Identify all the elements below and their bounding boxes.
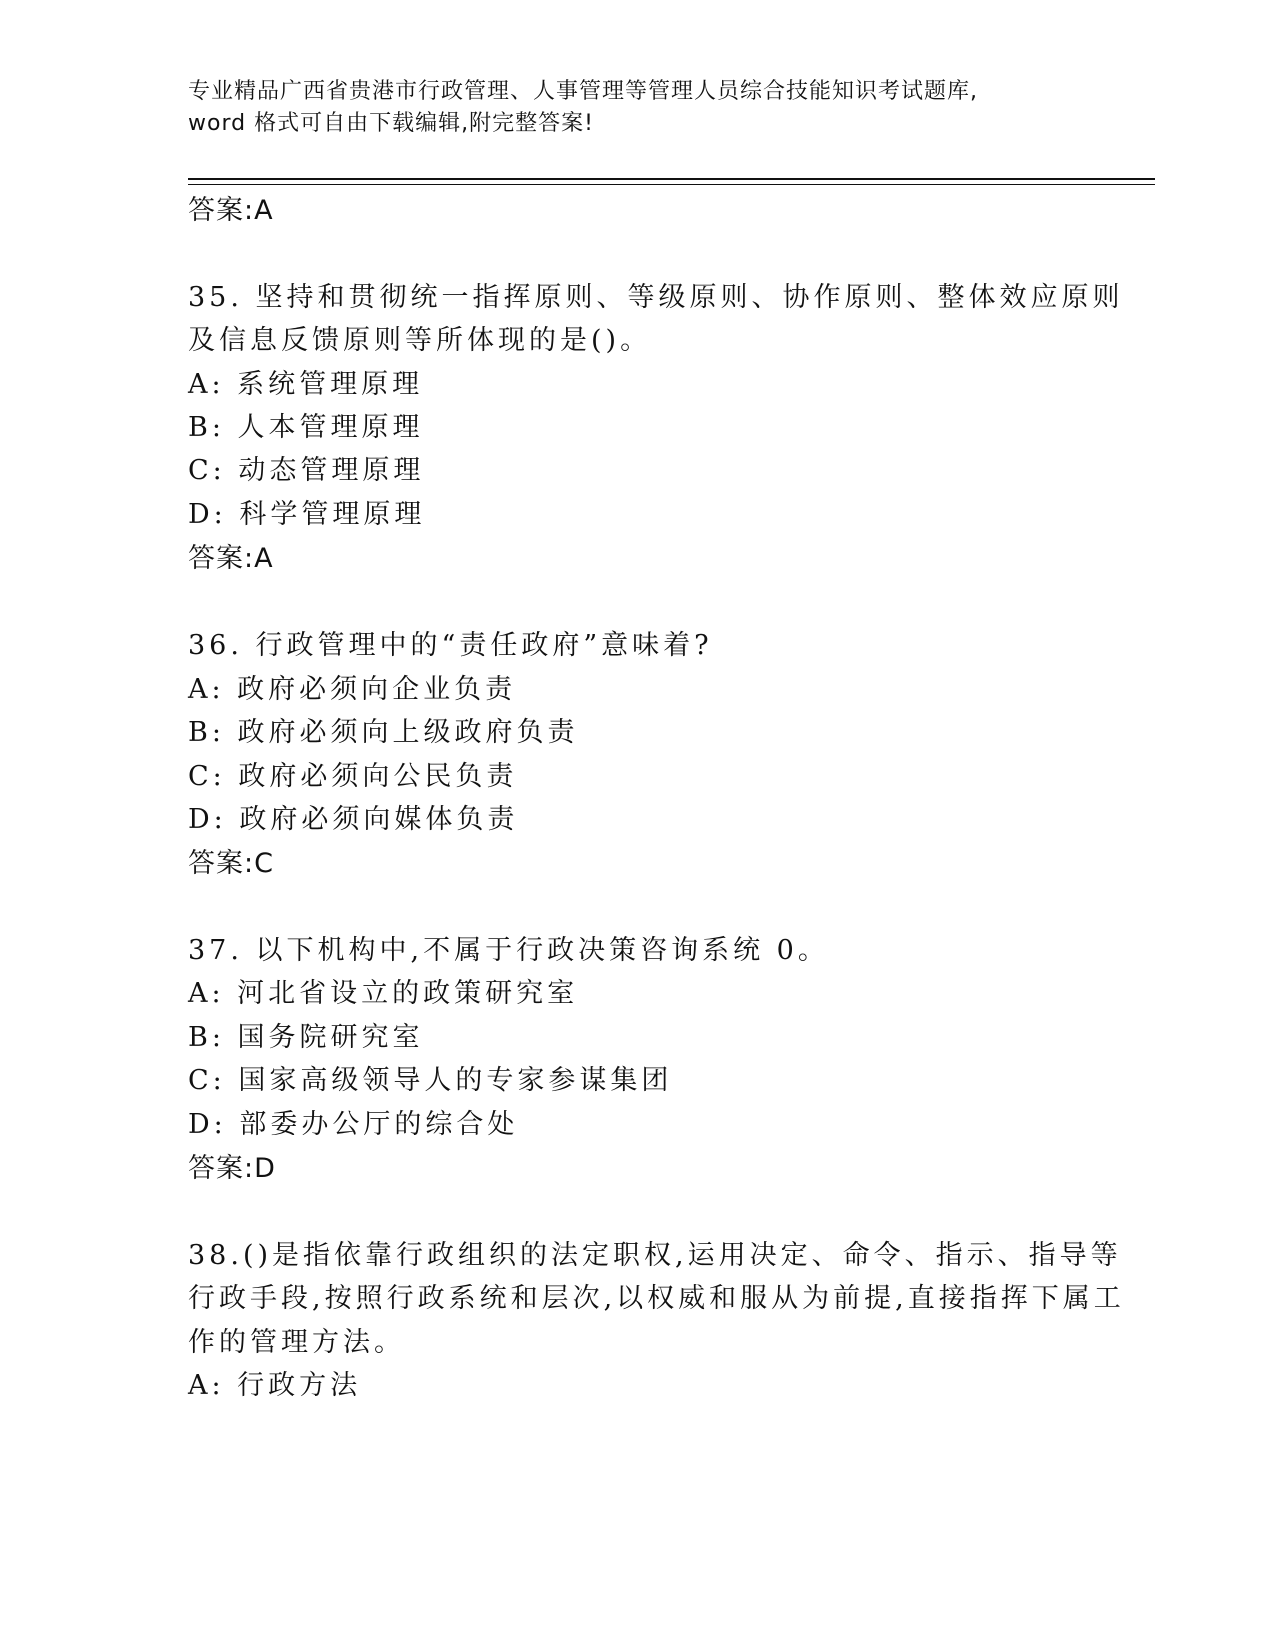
q37-option-a: A: 河北省设立的政策研究室 [188,978,579,1009]
q36-option-b: B: 政府必须向上级政府负责 [188,717,579,748]
answer-q34: 答案:A [188,195,274,226]
q36-option-a: A: 政府必须向企业负责 [188,674,517,705]
q37-option-d: D: 部委办公厅的综合处 [188,1109,519,1140]
q38-stem-line-3: 作的管理方法。 [188,1327,405,1358]
q38-option-a: A: 行政方法 [188,1370,362,1401]
q36-answer: 答案:C [188,848,274,879]
header-line-2: word 格式可自由下载编辑,附完整答案! [188,111,594,136]
q36-option-c: C: 政府必须向公民负责 [188,761,518,792]
q37-answer: 答案:D [188,1153,276,1184]
q38-stem-line-2: 行政手段,按照行政系统和层次,以权威和服从为前提,直接指挥下属工 [188,1283,1125,1314]
q37-option-c: C: 国家高级领导人的专家参谋集团 [188,1065,673,1096]
q35-option-d: D: 科学管理原理 [188,499,426,530]
q35-option-b: B: 人本管理原理 [188,412,424,443]
q36-stem-line-1: 36. 行政管理中的“责任政府”意味着? [188,630,713,661]
q35-option-c: C: 动态管理原理 [188,455,425,486]
q36-option-d: D: 政府必须向媒体负责 [188,804,519,835]
header-divider-thick [188,178,1155,180]
q35-option-a: A: 系统管理原理 [188,369,424,400]
q38-stem-line-1: 38.()是指依靠行政组织的法定职权,运用决定、命令、指示、指导等 [188,1240,1122,1271]
q35-answer: 答案:A [188,543,274,574]
q37-option-b: B: 国务院研究室 [188,1022,424,1053]
header-line-1: 专业精品广西省贵港市行政管理、人事管理等管理人员综合技能知识考试题库, [188,79,978,104]
q37-stem-line-1: 37. 以下机构中,不属于行政决策咨询系统 0。 [188,935,829,966]
q35-stem-line-2: 及信息反馈原则等所体现的是()。 [188,325,652,356]
q35-stem-line-1: 35. 坚持和贯彻统一指挥原则、等级原则、协作原则、整体效应原则 [188,282,1124,313]
document-header [188,76,1068,140]
header-divider-thin [188,184,1155,185]
